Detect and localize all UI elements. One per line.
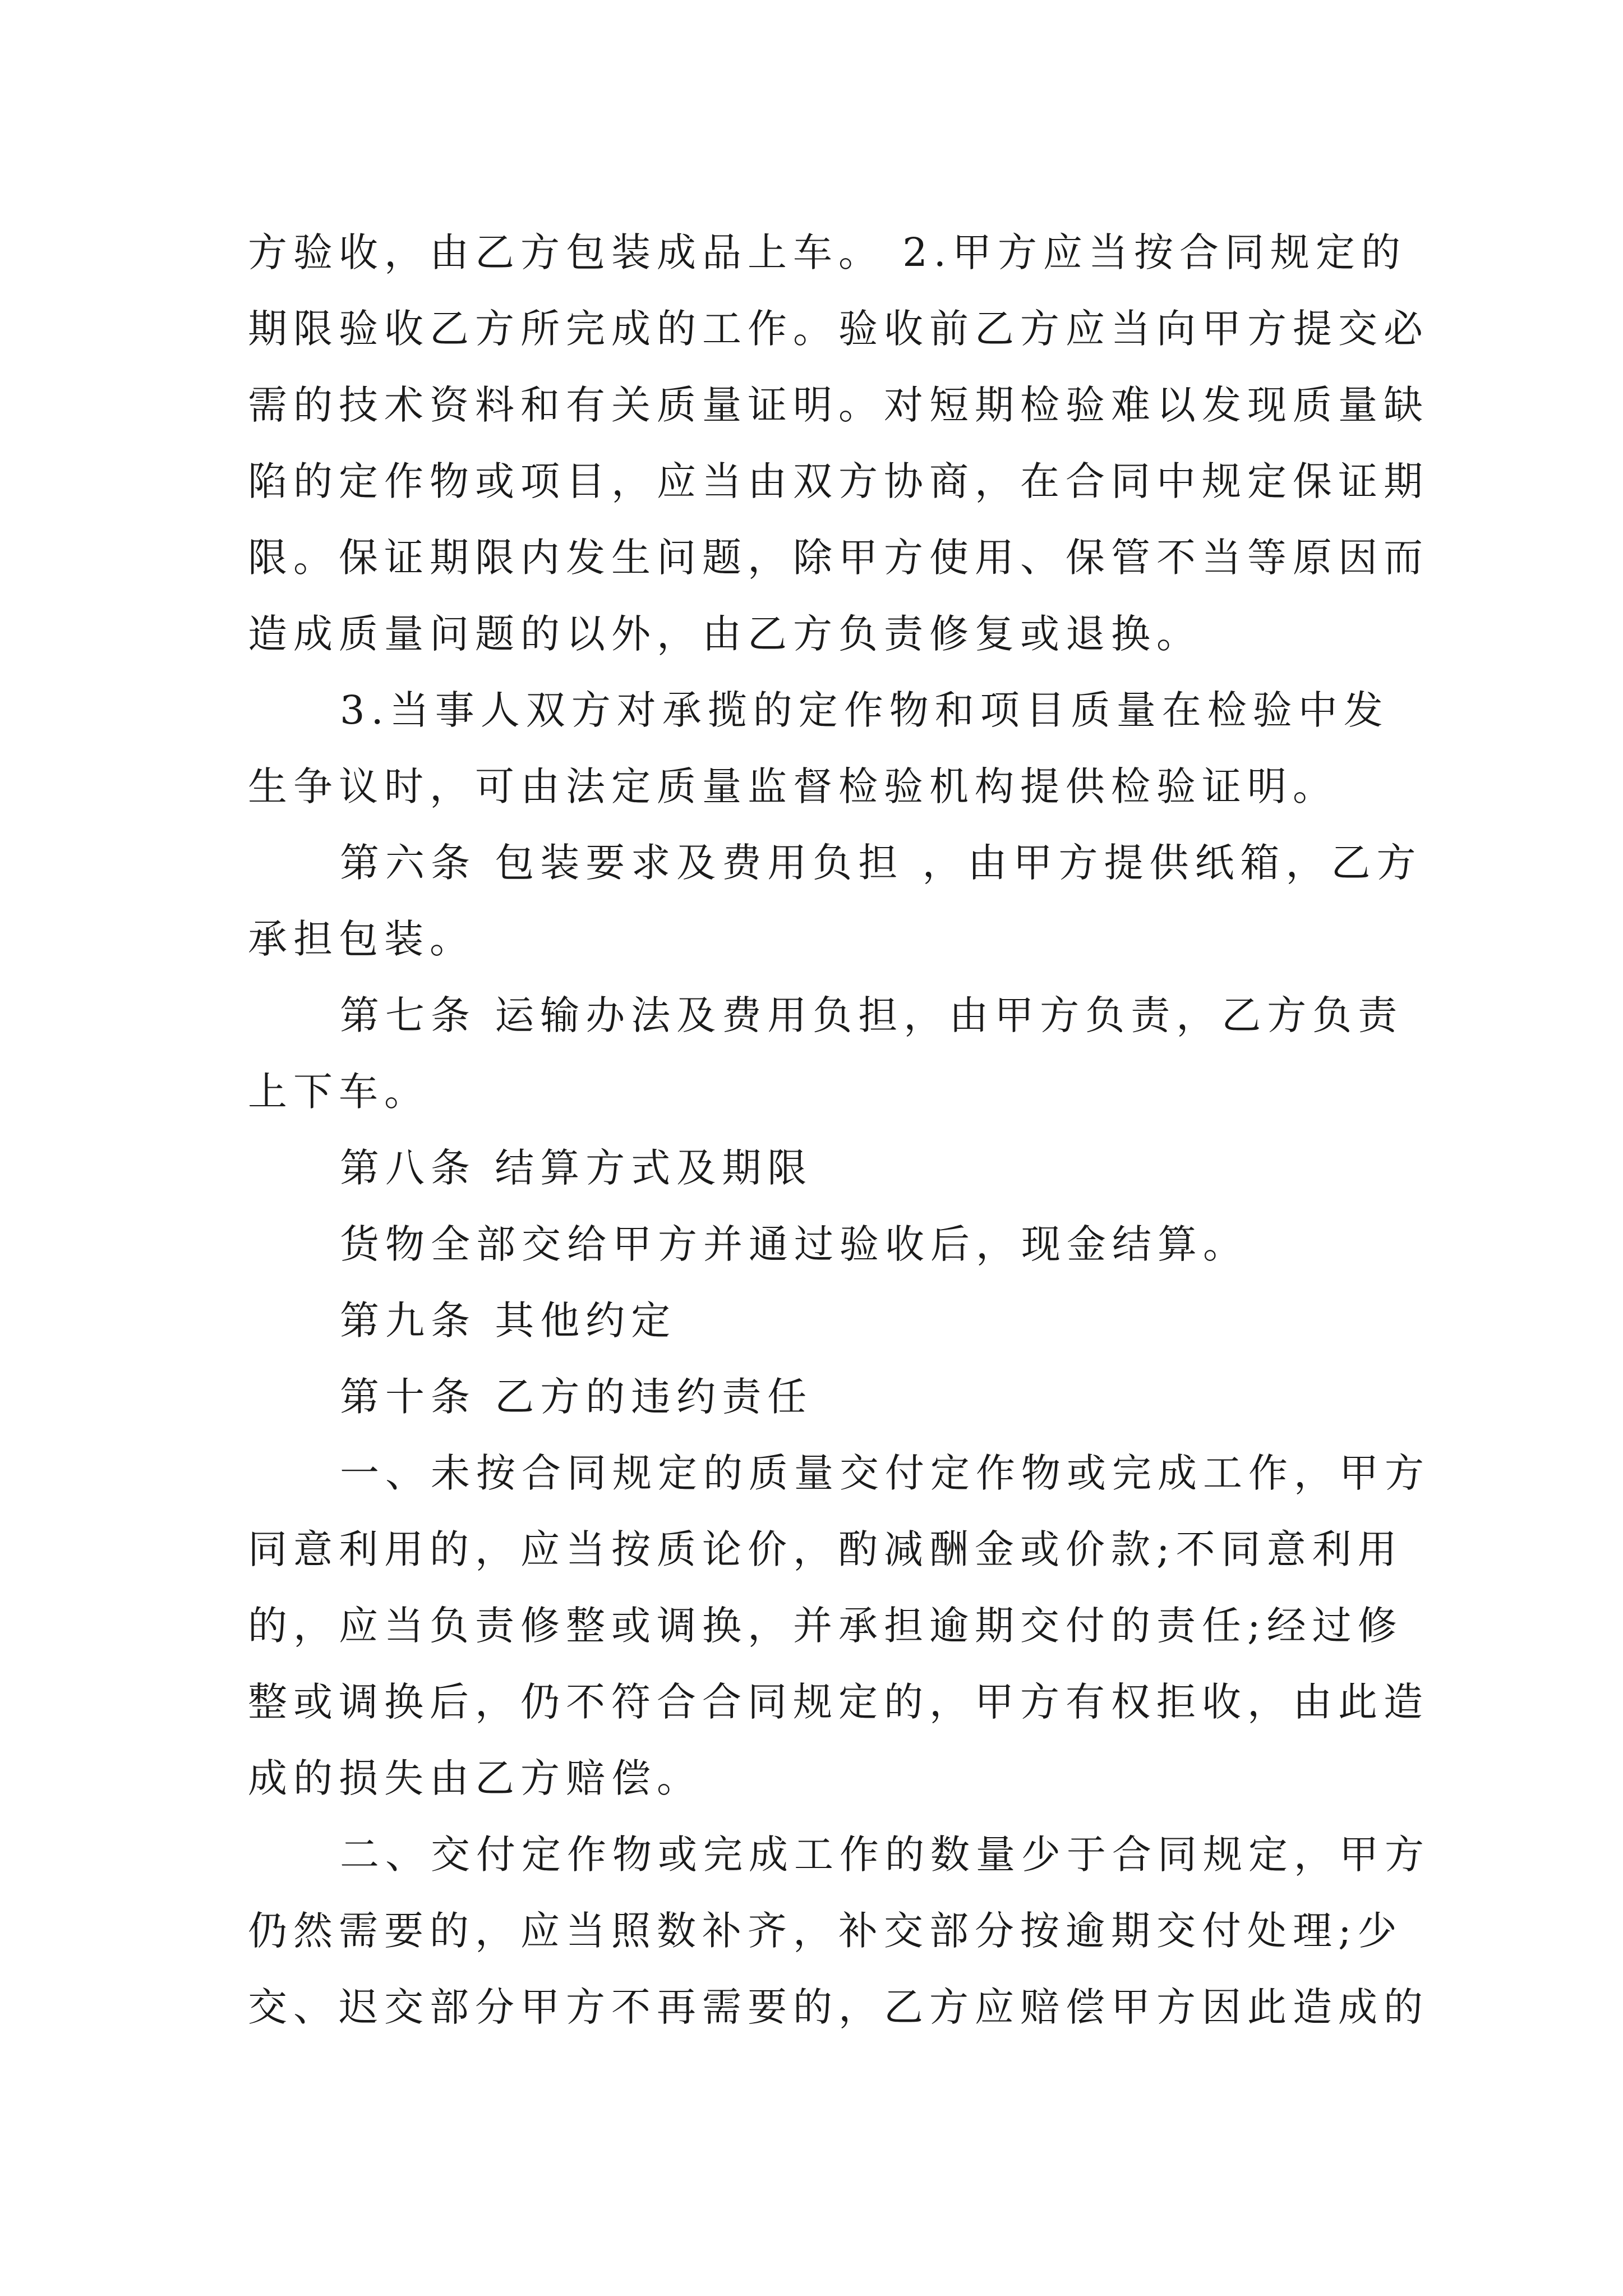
text-line: 货物全部交给甲方并通过验收后，现金结算。 [340, 1221, 1248, 1267]
text-line: 陷的定作物或项目，应当由双方协商，在合同中规定保证期 [248, 458, 1429, 504]
text-line: 同意利用的，应当按质论价，酌减酬金或价款;不同意利用 [248, 1526, 1403, 1572]
article-7-heading: 第七条 运输办法及费用负担，由甲方负责，乙方负责 [340, 992, 1404, 1038]
text-line: 限。保证期限内发生问题，除甲方使用、保管不当等原因而 [248, 535, 1429, 581]
text-line: 一、未按合同规定的质量交付定作物或完成工作，甲方 [340, 1450, 1430, 1496]
text-line: 造成质量问题的以外，由乙方负责修复或退换。 [248, 611, 1202, 657]
article-10-heading: 第十条 乙方的违约责任 [340, 1374, 813, 1420]
text-line: 需的技术资料和有关质量证明。对短期检验难以发现质量缺 [248, 382, 1429, 428]
text-line: 期限验收乙方所完成的工作。验收前乙方应当向甲方提交必 [248, 306, 1429, 352]
text-line: 二、交付定作物或完成工作的数量少于合同规定，甲方 [340, 1832, 1430, 1878]
contract-text-body [248, 214, 1430, 2045]
text-line: 的，应当负责修整或调换，并承担逾期交付的责任;经过修 [248, 1603, 1403, 1649]
text-line: 整或调换后，仍不符合合同规定的，甲方有权拒收，由此造 [248, 1679, 1429, 1725]
text-line: 仍然需要的，应当照数补齐，补交部分按逾期交付处理;少 [248, 1908, 1403, 1954]
text-line: 方验收，由乙方包装成品上车。 2.甲方应当按合同规定的 [248, 229, 1407, 275]
text-line: 成的损失由乙方赔偿。 [248, 1755, 702, 1801]
article-6-heading: 第六条 包装要求及费用负担 ，由甲方提供纸箱，乙方 [340, 840, 1422, 886]
text-line: 交、迟交部分甲方不再需要的，乙方应赔偿甲方因此造成的 [248, 1984, 1429, 2030]
text-line: 3.当事人双方对承揽的定作物和项目质量在检验中发 [340, 687, 1389, 733]
text-line: 生争议时，可由法定质量监督检验机构提供检验证明。 [248, 763, 1338, 809]
article-8-heading: 第八条 结算方式及期限 [340, 1145, 813, 1191]
text-line: 承担包装。 [248, 916, 475, 962]
article-9-heading: 第九条 其他约定 [340, 1297, 677, 1343]
text-line: 上下车。 [248, 1069, 430, 1115]
